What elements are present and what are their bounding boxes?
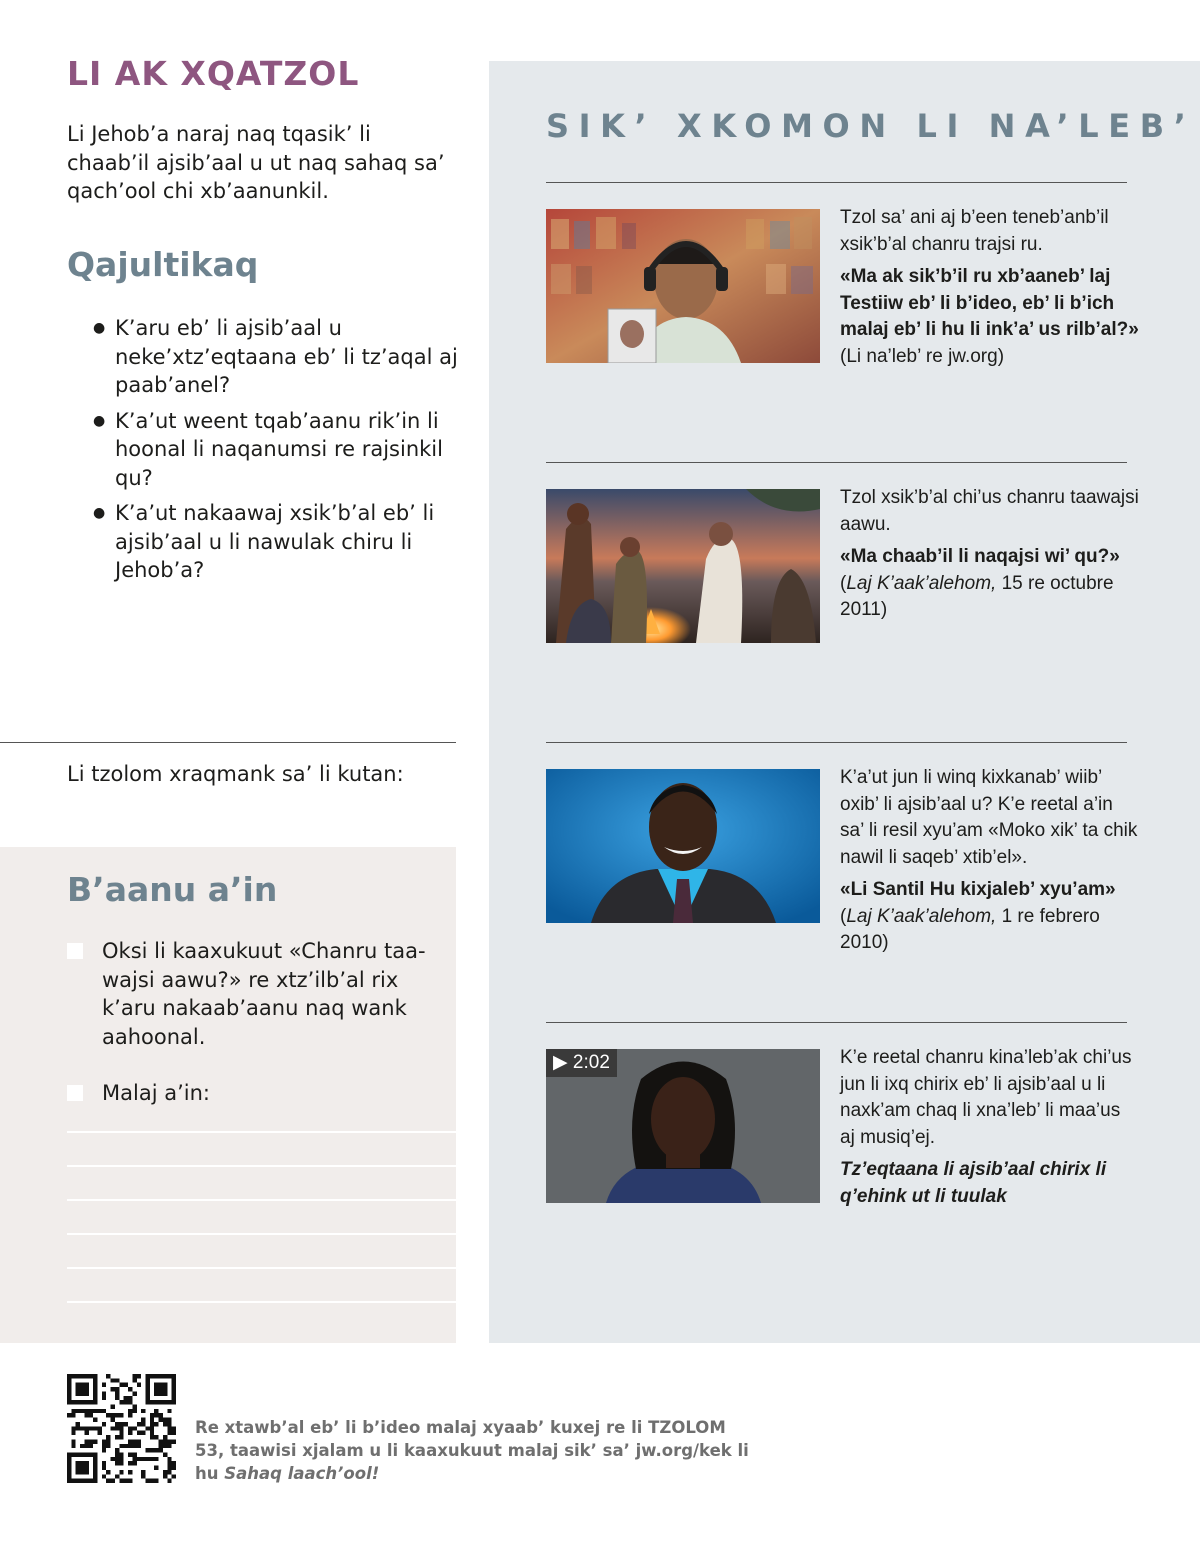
- explore-item-reference[interactable]: [840, 877, 1140, 957]
- writing-line[interactable]: [67, 1267, 456, 1269]
- explore-item-text: [840, 1045, 1140, 1210]
- explore-item-reference[interactable]: [840, 264, 1140, 370]
- explore-item-reference[interactable]: [840, 1157, 1140, 1210]
- checkbox[interactable]: [67, 943, 83, 959]
- todo-item[interactable]: [67, 937, 427, 1051]
- reference-open-paren: (: [840, 905, 847, 927]
- explore-item-reference[interactable]: [840, 544, 1140, 624]
- review-title: Qajultikaq: [67, 245, 259, 284]
- reference-title[interactable]: «Ma chaab’il li naqajsi wi’ qu?»: [840, 546, 1120, 567]
- serious-woman-video-thumbnail[interactable]: [546, 1049, 820, 1203]
- review-question: ● K’aru eb’ li ajsib’aal u neke’xtz’eqtaana eb’ li tz’aqal aj paab’anel?: [93, 314, 463, 400]
- todo-item-label: Oksi li kaaxukuut «Chanru taawajsi aawu?» re xtz’ilb’al rix k’aru nakaab’aanu naq wank aahoonal.: [102, 939, 426, 1049]
- review-question: ● K’a’ut weent tqab’aanu rik’in li hoonal li naqanumsi re rajsinkil qu?: [93, 407, 463, 493]
- play-icon: ▶: [553, 1052, 568, 1073]
- reference-date: 15 re octubre 2011): [840, 572, 1114, 620]
- writing-line[interactable]: [67, 1233, 456, 1235]
- explore-item-text: [840, 485, 1140, 624]
- explore-item-description: K’e reetal chanru kina’leb’ak chi’us jun li ixq chirix eb’ li ajsib’aal u li naxk’am chaq li xna’leb’ li maa’us aj musiq’ej.: [840, 1047, 1132, 1148]
- review-questions: [93, 314, 463, 592]
- explore-item-description: Tzol sa’ ani aj b’een teneb’anb’il xsik’b’al chanru trajsi ru.: [840, 207, 1109, 255]
- divider: [546, 742, 1127, 743]
- explore-item-text: [840, 205, 1140, 370]
- writing-line[interactable]: [67, 1131, 456, 1133]
- footer-book-title[interactable]: Sahaq laach’ool!: [224, 1464, 380, 1483]
- reference-source: (Li na’leb’ re jw.org): [840, 345, 1005, 367]
- reference-date: 1 re febrero 2010): [840, 905, 1100, 953]
- teen-with-headphones-image[interactable]: [546, 209, 820, 363]
- explore-item-description: Tzol xsik’b’al chi’us chanru taawajsi aawu.: [840, 487, 1139, 535]
- todo-item[interactable]: [67, 1079, 427, 1108]
- footer-text: Re xtawb’al eb’ li b’ideo malaj xyaab’ kuxej re li TZOLOM 53, taawisi xjalam u li kaaxukuut malaj sik’ sa’ jw.org/kek li hu: [195, 1418, 749, 1483]
- writing-line[interactable]: [67, 1165, 456, 1167]
- campfire-scene-image[interactable]: [546, 489, 820, 643]
- footer-note: [195, 1416, 755, 1485]
- divider: [546, 1022, 1127, 1023]
- reference-title[interactable]: «Ma ak sik’b’il ru xb’aaneb’ laj Testiiw eb’ li b’ideo, eb’ li b’ich malaj eb’ li hu li ink’a’ us rilb’al?»: [840, 266, 1139, 340]
- reference-magazine: Laj K’aak’alehom,: [846, 572, 997, 594]
- explore-item-description: K’a’ut jun li winq kixkanab’ wiib’ oxib’ li ajsib’aal u? K’e reetal a’in sa’ li resil xyu’am «Moko xik’ ta chik nawil li saqeb’ xtib’el».: [840, 767, 1138, 868]
- summary-text: Li Jehob’a naraj naq tqasik’ li chaab’il ajsib’aal u ut naq sahaq sa’ qach’ool chi xb’aanunkil.: [67, 122, 445, 203]
- divider: [546, 182, 1127, 183]
- video-duration-badge: [546, 1049, 617, 1077]
- smiling-man-image[interactable]: [546, 769, 820, 923]
- video-duration: 2:02: [572, 1052, 610, 1073]
- writing-line[interactable]: [67, 1301, 456, 1303]
- divider: [0, 742, 456, 743]
- qr-code-icon[interactable]: [67, 1374, 176, 1483]
- todo-title: B’aanu a’in: [67, 870, 278, 909]
- review-question: ● K’a’ut nakaawaj xsik’b’al eb’ li ajsib’aal u li nawulak chiru li Jehob’a?: [93, 499, 463, 585]
- explore-item-text: [840, 765, 1140, 957]
- reference-title[interactable]: «Li Santil Hu kixjaleb’ xyu’am»: [840, 879, 1116, 900]
- summary-title: LI AK XQATZOL: [67, 54, 360, 93]
- explore-title: SIK’ XKOMON LI NA’LEB’: [546, 107, 1196, 145]
- todo-item-label: Malaj a’in:: [102, 1081, 210, 1105]
- reference-open-paren: (: [840, 572, 847, 594]
- checkbox[interactable]: [67, 1085, 83, 1101]
- writing-line[interactable]: [67, 1199, 456, 1201]
- reference-title[interactable]: Tz’eqtaana li ajsib’aal chirix li q’ehink ut li tuulak: [840, 1159, 1107, 1207]
- divider: [546, 462, 1127, 463]
- date-prompt: Li tzolom xraqmank sa’ li kutan:: [67, 762, 404, 786]
- reference-magazine: Laj K’aak’alehom,: [846, 905, 997, 927]
